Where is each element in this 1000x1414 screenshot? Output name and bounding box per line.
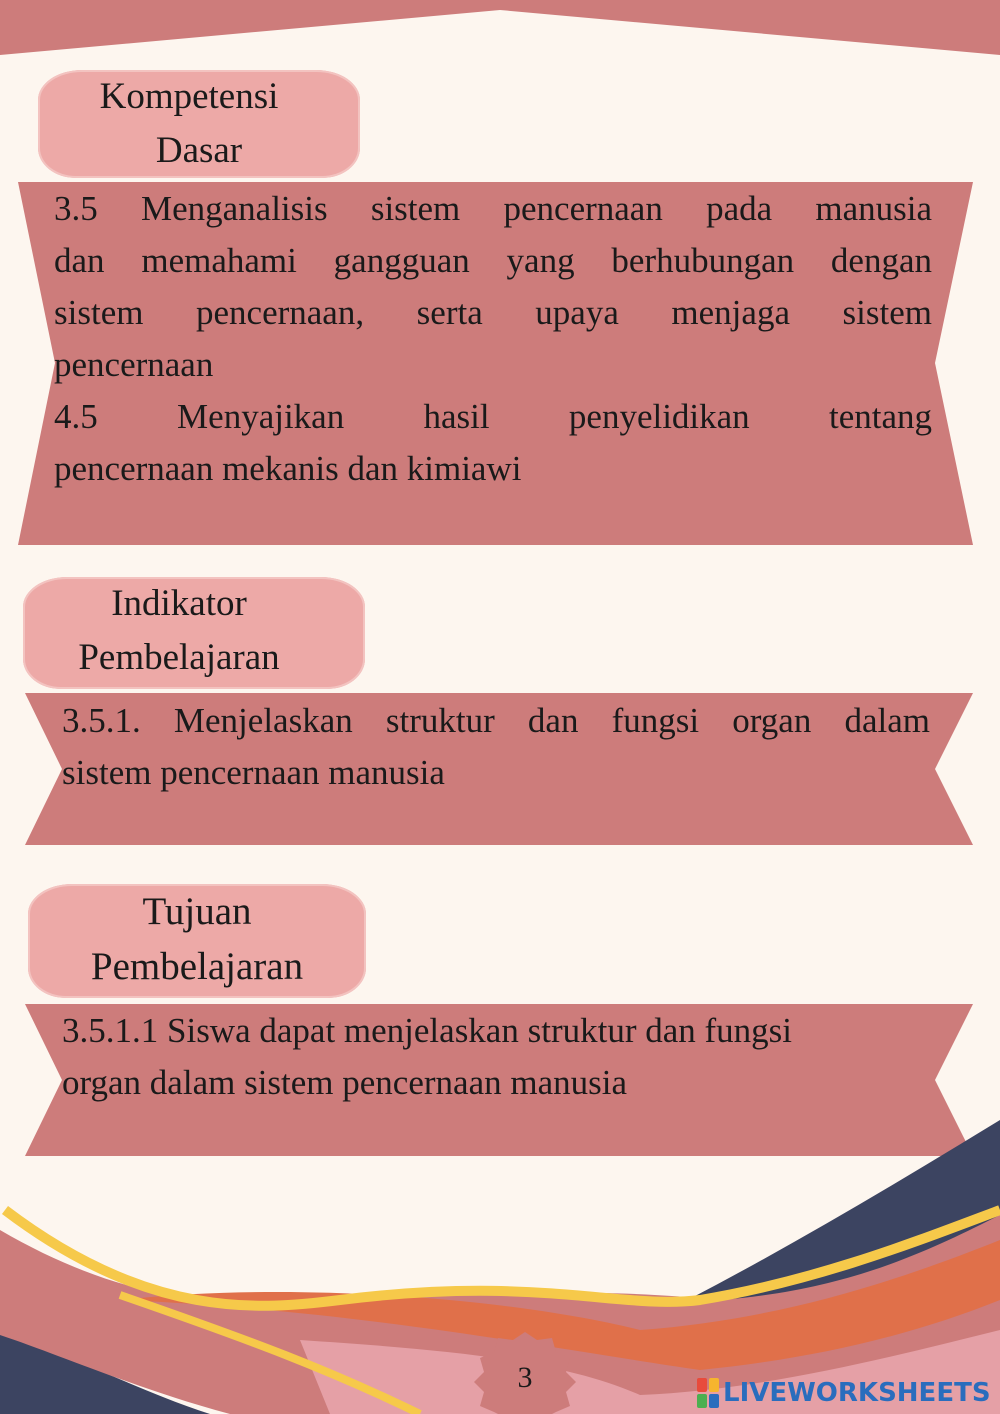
kd-line: 3.5 Menganalisis sistem pencernaan pada manusia [54, 189, 932, 228]
kd-title-pill [38, 70, 360, 178]
tujuan-line: organ dalam sistem pencernaan manusia [62, 1063, 627, 1102]
tujuan-title-pill [28, 884, 366, 998]
tujuan-line: 3.5.1.1 Siswa dapat menjelaskan struktur dan fungsi [62, 1011, 793, 1050]
kd-line: sistem pencernaan, serta upaya menjaga sistem [54, 293, 932, 332]
tujuan-title-line2: Pembelajaran [90, 945, 304, 988]
kd-content [54, 183, 932, 495]
indikator-title-line1: Indikator [111, 583, 247, 624]
kd-line: pencernaan [54, 345, 214, 384]
liveworksheets-logo[interactable] [697, 1376, 991, 1410]
page-number: 3 [517, 1361, 533, 1394]
kd-line: pencernaan mekanis dan kimiawi [54, 449, 522, 488]
liveworksheets-watermark: LIVEWORKSHEETS [723, 1378, 991, 1408]
tujuan-title-line1: Tujuan [142, 890, 252, 933]
indikator-line: sistem pencernaan manusia [62, 753, 445, 792]
liveworksheets-logo-icon [697, 1378, 719, 1408]
indikator-line: 3.5.1. Menjelaskan struktur dan fungsi organ dalam [62, 701, 930, 740]
kd-line: 4.5 Menyajikan hasil penyelidikan tentang [54, 397, 932, 436]
kd-title-line1: Kompetensi [99, 76, 279, 117]
kd-line: dan memahami gangguan yang berhubungan dengan [54, 241, 932, 280]
indikator-content [62, 695, 930, 799]
indikator-title-line2: Pembelajaran [78, 637, 280, 678]
tujuan-content [62, 1005, 930, 1109]
top-banner [0, 0, 1000, 55]
kd-title-line2: Dasar [155, 130, 243, 171]
indikator-title-pill [23, 577, 365, 689]
